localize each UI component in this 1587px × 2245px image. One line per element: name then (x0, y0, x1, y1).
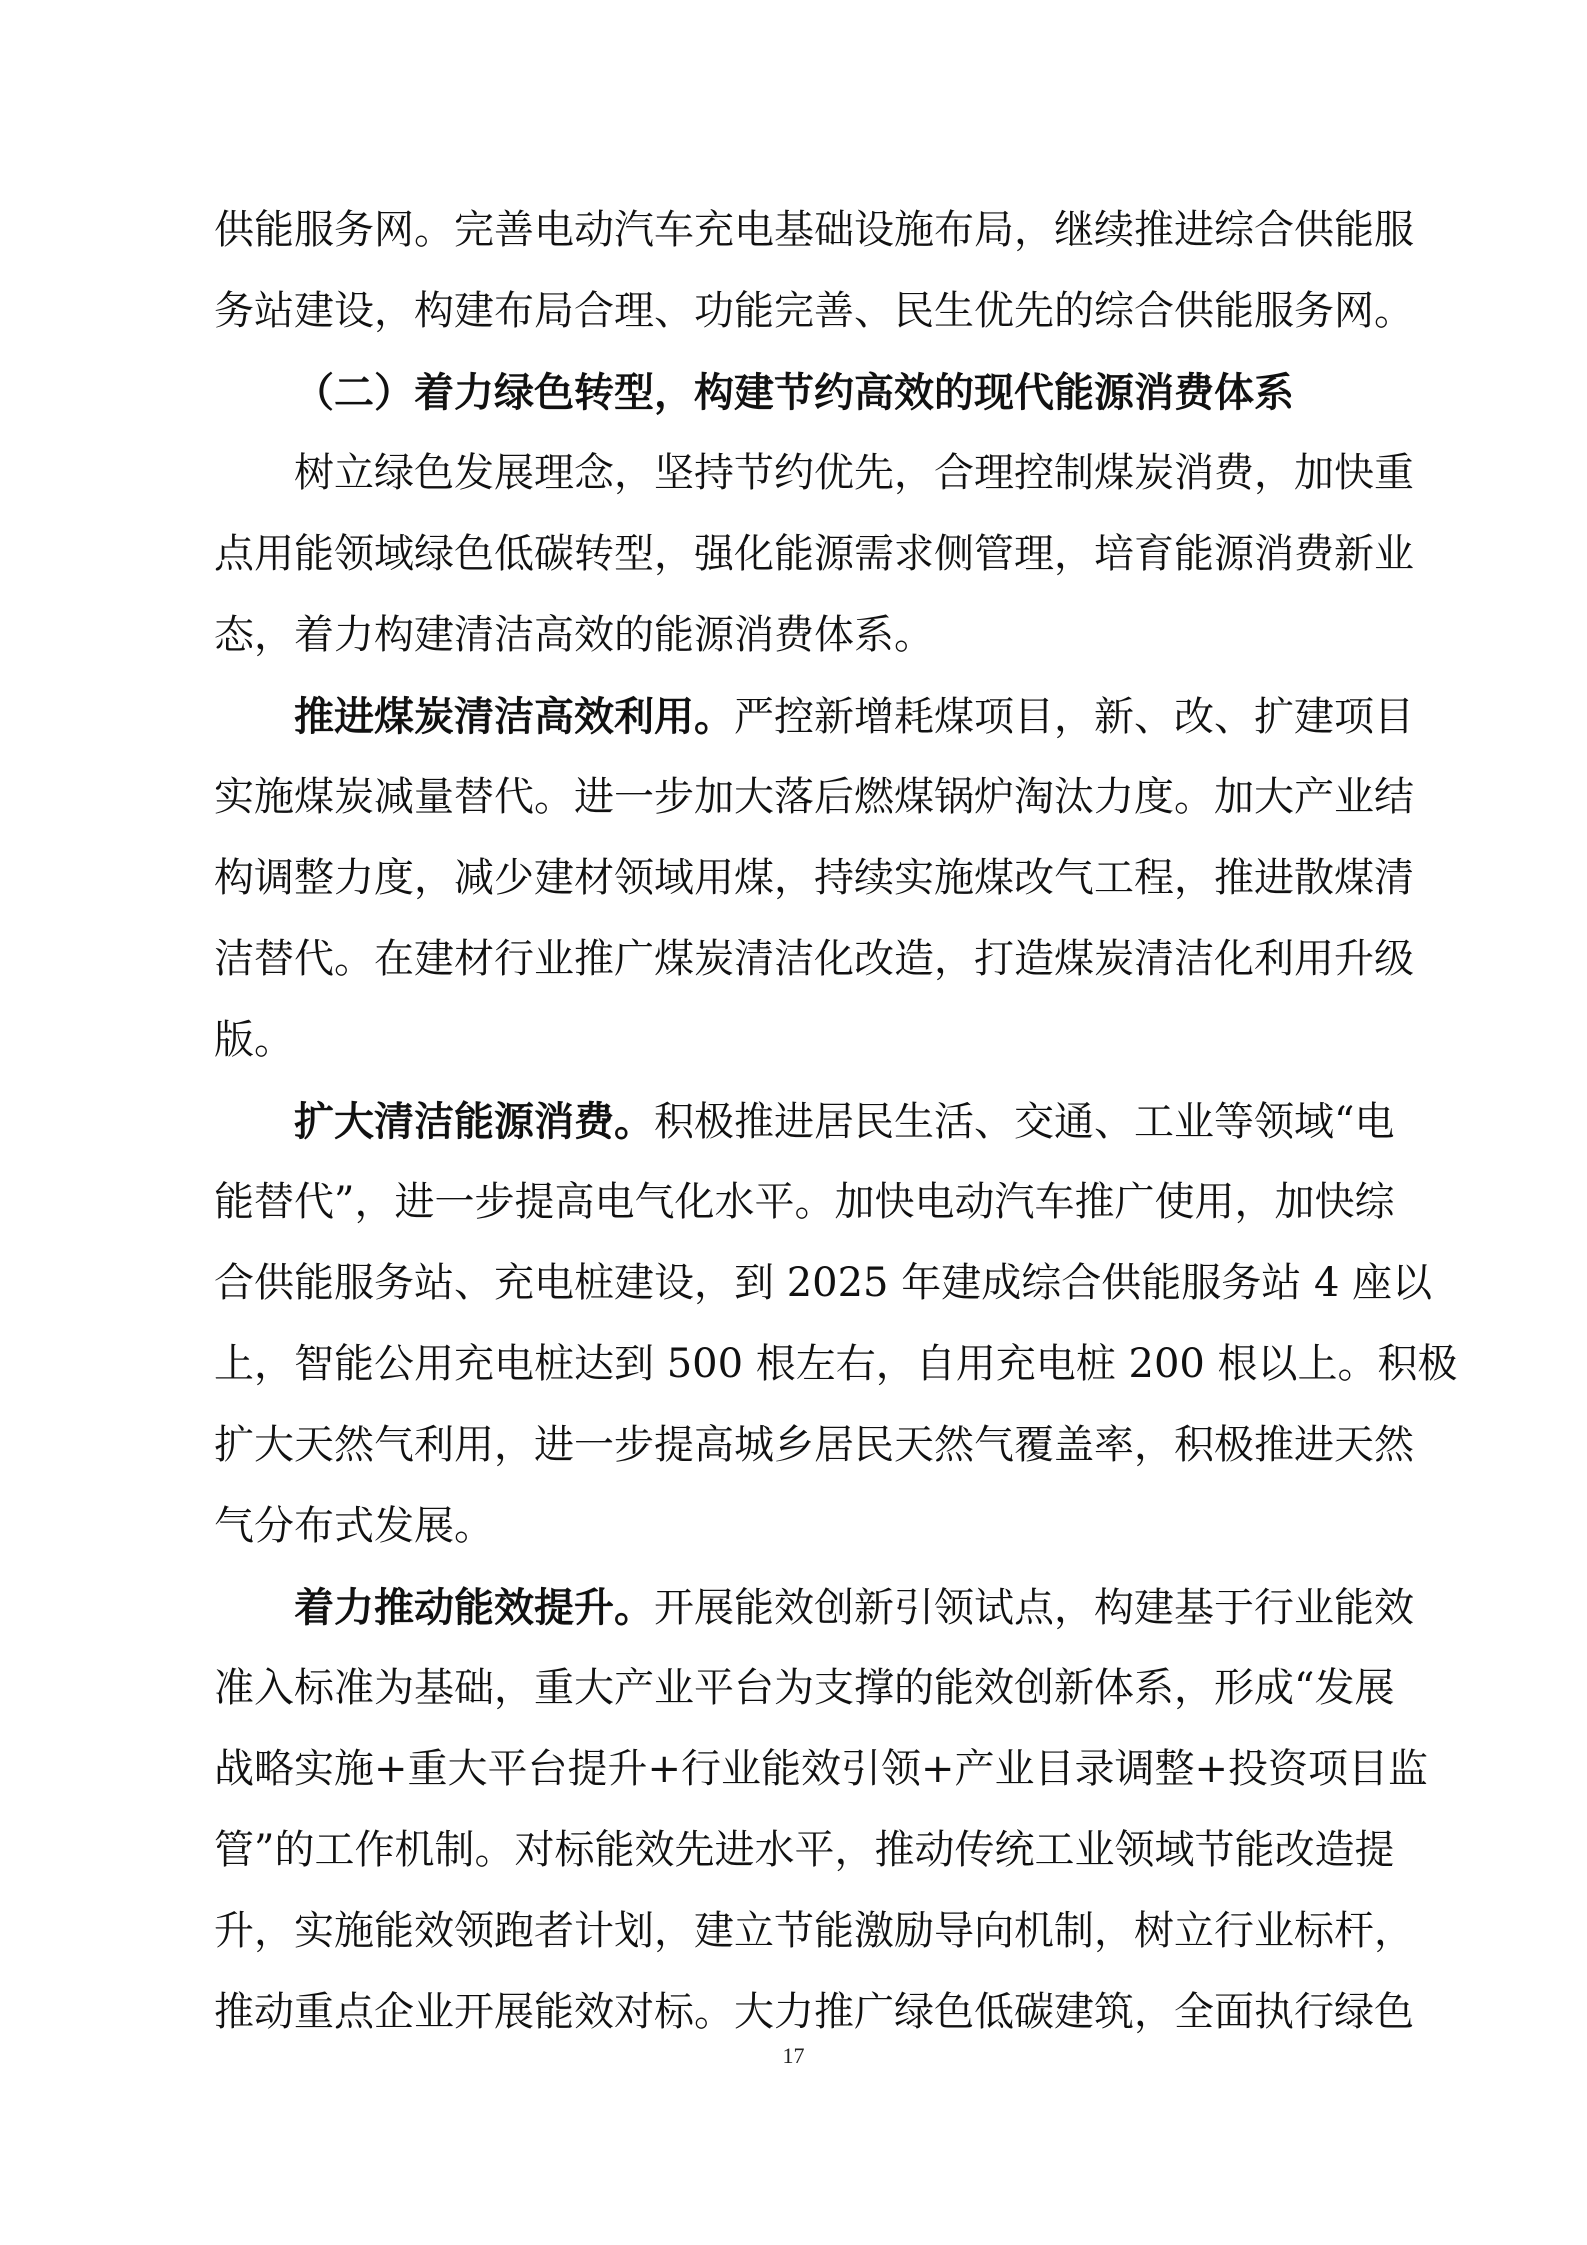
text-line (214, 271, 1414, 352)
body-text: 务站建设，构建布局合理、功能完善、民生优先的综合供能服务网。 (214, 288, 1414, 334)
body-text: 洁替代。在建材行业推广煤炭清洁化改造，打造煤炭清洁化利用升级 (214, 936, 1414, 982)
text-line (214, 1405, 1414, 1486)
body-text: 管”的工作机制。对标能效先进水平，推动传统工业领域节能改造提 (214, 1827, 1395, 1873)
text-line (214, 1567, 1414, 1648)
text-line (214, 1081, 1395, 1162)
bold-lead-text: 推进煤炭清洁高效利用。 (294, 693, 734, 740)
body-text: 气分布式发展。 (214, 1503, 494, 1549)
text-line (214, 1972, 1414, 2053)
page-number: 17 (782, 2043, 805, 2068)
body-text: 推动重点企业开展能效对标。大力推广绿色低碳建筑，全面执行绿色 (214, 1989, 1414, 2035)
text-line (214, 1486, 1382, 1567)
text-line (214, 919, 1414, 1000)
bold-lead-text: 着力推动能效提升。 (294, 1584, 654, 1631)
text-line (214, 514, 1414, 595)
body-text: 积极推进居民生活、交通、工业等领域“电 (654, 1099, 1395, 1145)
text-line (214, 1324, 1458, 1405)
text-line (214, 1162, 1395, 1243)
body-text: 升，实施能效领跑者计划，建立节能激励导向机制，树立行业标杆， (214, 1908, 1414, 1954)
text-line (214, 433, 1414, 514)
text-line (214, 1243, 1433, 1324)
body-text: 准入标准为基础，重大产业平台为支撑的能效创新体系，形成“发展 (214, 1665, 1395, 1711)
body-text: 供能服务网。完善电动汽车充电基础设施布局，继续推进综合供能服 (214, 207, 1414, 253)
body-text: 树立绿色发展理念，坚持节约优先，合理控制煤炭消费，加快重 (294, 450, 1414, 496)
body-text: 能替代”，进一步提高电气化水平。加快电动汽车推广使用，加快综 (214, 1179, 1395, 1225)
body-text: 实施煤炭减量替代。进一步加大落后燃煤锅炉淘汰力度。加大产业结 (214, 774, 1414, 820)
bold-lead-text: 扩大清洁能源消费。 (294, 1098, 654, 1145)
body-text: 扩大天然气利用，进一步提高城乡居民天然气覆盖率，积极推进天然 (214, 1422, 1414, 1468)
text-line (214, 676, 1414, 757)
body-text: 点用能领域绿色低碳转型，强化能源需求侧管理，培育能源消费新业 (214, 531, 1414, 577)
bold-lead-text: （二）着力绿色转型，构建节约高效的现代能源消费体系 (294, 369, 1294, 416)
text-line (214, 595, 1382, 676)
text-line (214, 1648, 1395, 1729)
document-body (214, 190, 1458, 2053)
body-text: 态，着力构建清洁高效的能源消费体系。 (214, 612, 934, 658)
body-text: 开展能效创新引领试点，构建基于行业能效 (654, 1585, 1414, 1631)
text-line (214, 1000, 1382, 1081)
text-line (214, 1810, 1395, 1891)
text-line (214, 838, 1414, 919)
body-text: 战略实施+重大平台提升+行业能效引领+产业目录调整+投资项目监 (214, 1746, 1429, 1792)
text-line (214, 1729, 1429, 1810)
body-text: 合供能服务站、充电桩建设，到 2025 年建成综合供能服务站 4 座以 (214, 1260, 1433, 1306)
body-text: 上，智能公用充电桩达到 500 根左右，自用充电桩 200 根以上。积极 (214, 1341, 1458, 1387)
body-text: 构调整力度，减少建材领域用煤，持续实施煤改气工程，推进散煤清 (214, 855, 1414, 901)
text-line (214, 757, 1414, 838)
text-line (214, 190, 1414, 271)
body-text: 版。 (214, 1017, 294, 1063)
body-text: 严控新增耗煤项目，新、改、扩建项目 (734, 694, 1414, 740)
text-line (214, 1891, 1414, 1972)
section-heading (214, 352, 1382, 433)
